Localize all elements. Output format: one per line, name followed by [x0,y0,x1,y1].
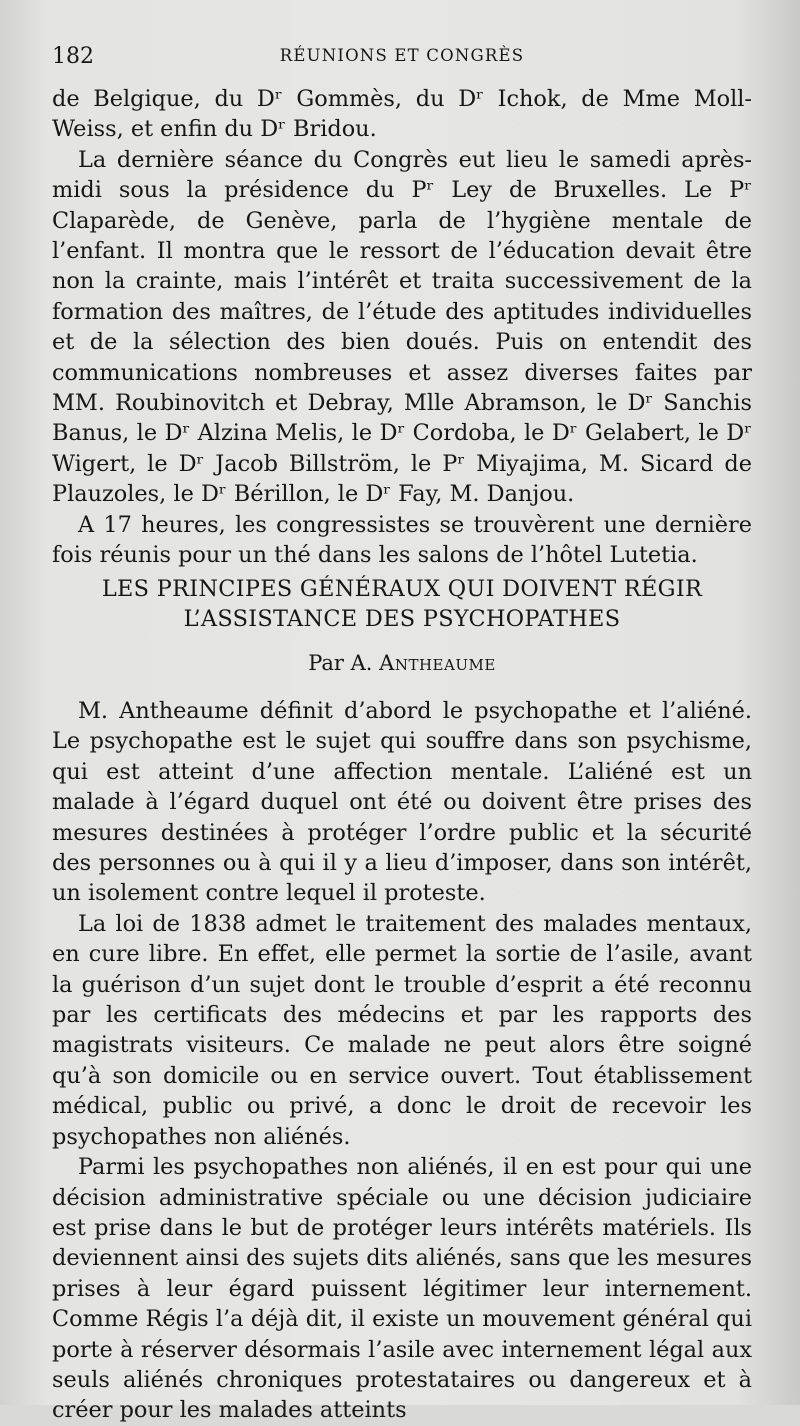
article-body [52,696,752,1426]
article-title-line: LES PRINCIPES GÉNÉRAUX QUI DOIVENT RÉGIR [101,576,703,602]
article-byline [52,648,752,678]
byline-author: Antheaume [379,651,496,675]
running-head: RÉUNIONS ET CONGRÈS [279,46,525,65]
paragraph: de Belgique, du Dʳ Gommès, du Dʳ Ichok, de Mme Moll-Weiss, et enfin du Dʳ Bridou. [52,86,752,143]
paragraph: Parmi les psychopathes non aliénés, il en est pour qui une décision administrative spéciale ou une décision judiciaire est prise dans le but de protéger leurs intérêts matériels. Ils deviennent ainsi des sujets dits aliénés, sans que les mesures prises à leur égard puissent légitimer leur internement. Comme Régis l’a déjà dit, il existe un mouvement général qui porte à réserver désormais l’asile avec internement légal aux seuls aliénés chroniques protestataires ou dangereux et à créer pour les malades atteints [52,1154,752,1424]
paragraph: A 17 heures, les congressistes se trouvèrent une dernière fois réunis pour un thé dans les salons de l’hôtel Lutetia. [52,511,752,569]
paragraph: La dernière séance du Congrès eut lieu le samedi après-midi sous la présidence du Pʳ Ley de Bruxelles. Le Pʳ Claparède, de Genève, parla de l’hygiène mentale de l’enfant. Il montra que le ressort de l’éducation devait être non la crainte, mais l’intérêt et traita successivement de la formation des maîtres, de l’étude des aptitudes individuelles et de la sélection des bien doués. Puis on entendit des communications nombreuses et assez diverses faites par MM. Roubinovitch et Debray, Mlle Abramson, le Dʳ Sanchis Banus, le Dʳ Alzina Melis, le Dʳ Cordoba, le Dʳ Gelabert, le Dʳ Wigert, le Dʳ Jacob Billström, le Pʳ Miyajima, M. Sicard de Plauzoles, le Dʳ Bérillon, le Dʳ Fay, M. Danjou. [52,146,752,508]
article-title [52,574,752,635]
article-title-line: L’ASSISTANCE DES PSYCHOPATHES [183,606,621,633]
previous-report-text [52,84,752,571]
page-number: 182 [52,44,94,69]
page-header [52,38,752,78]
paragraph: M. Antheaume définit d’abord le psychopathe et l’aliéné. Le psychopathe est le sujet qui souffre dans son psychisme, qui est atteint d’une affection mentale. L’aliéné est un malade à l’égard duquel ont été ou doivent être prises des mesures destinées à protéger l’ordre public et la sécurité des personnes ou à qui il y a lieu d’imposer, dans son intérêt, un isolement contre lequel il proteste. [52,698,752,907]
paragraph: La loi de 1838 admet le traitement des malades mentaux, en cure libre. En effet, elle permet la sortie de l’asile, avant la guérison d’un sujet dont le trouble d’esprit a été reconnu par les certificats des médecins et par les rapports des magistrats visiteurs. Ce malade ne peut alors être soigné qu’à son domicile ou en service ouvert. Tout établissement médical, public ou privé, a donc le droit de recevoir les psychopathes non aliénés. [52,910,752,1150]
byline-prefix: Par A. [308,651,373,675]
